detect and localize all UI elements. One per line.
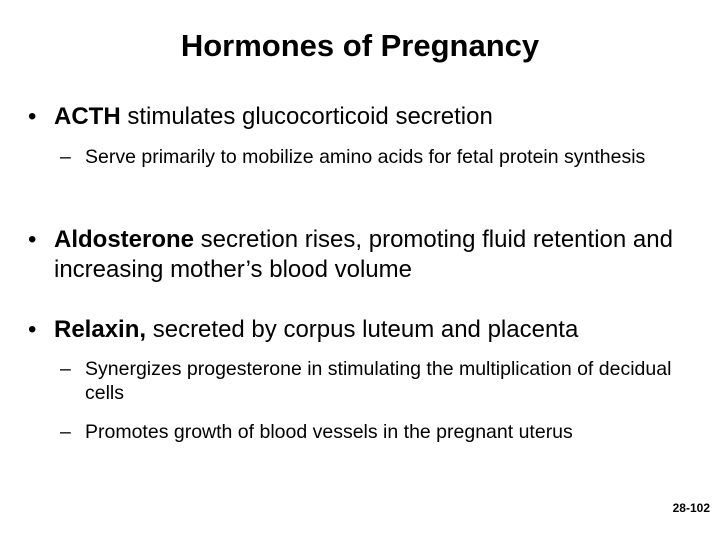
bullet-icon: •: [28, 226, 37, 253]
bullet-text: [54, 315, 688, 345]
bullet-keyword: ACTH: [54, 103, 121, 130]
subbullet-text: Promotes growth of blood vessels in the pregnant uterus: [85, 421, 573, 443]
bullet-icon: •: [28, 316, 37, 343]
bullet-relaxin: [28, 315, 688, 345]
subbullet-relaxin-1: [60, 357, 690, 405]
subbullet-acth-1: [60, 145, 690, 169]
bullet-icon: •: [28, 103, 37, 130]
bullet-body: secretion rises, promoting fluid retention and increasing mother’s blood volume: [54, 226, 673, 283]
bullet-keyword: Relaxin,: [54, 316, 147, 343]
bullet-body: secreted by corpus luteum and placenta: [146, 316, 579, 343]
subbullet-relaxin-2: [60, 420, 690, 444]
bullet-keyword: Aldosterone: [54, 226, 195, 253]
subbullet-text: Synergizes progesterone in stimulating the multiplication of decidual cells: [85, 358, 672, 404]
dash-icon: –: [60, 358, 71, 380]
slide-number: 28-102: [672, 501, 710, 515]
bullet-body: stimulates glucocorticoid secretion: [120, 103, 493, 130]
dash-icon: –: [60, 421, 71, 443]
bullet-text: [54, 225, 688, 285]
bullet-aldosterone: [28, 225, 688, 285]
slide-title: Hormones of Pregnancy: [180, 28, 540, 63]
bullet-text: [54, 102, 688, 132]
subbullet-text: Serve primarily to mobilize amino acids for fetal protein synthesis: [85, 146, 646, 168]
dash-icon: –: [60, 146, 71, 168]
bullet-acth: [28, 102, 688, 132]
